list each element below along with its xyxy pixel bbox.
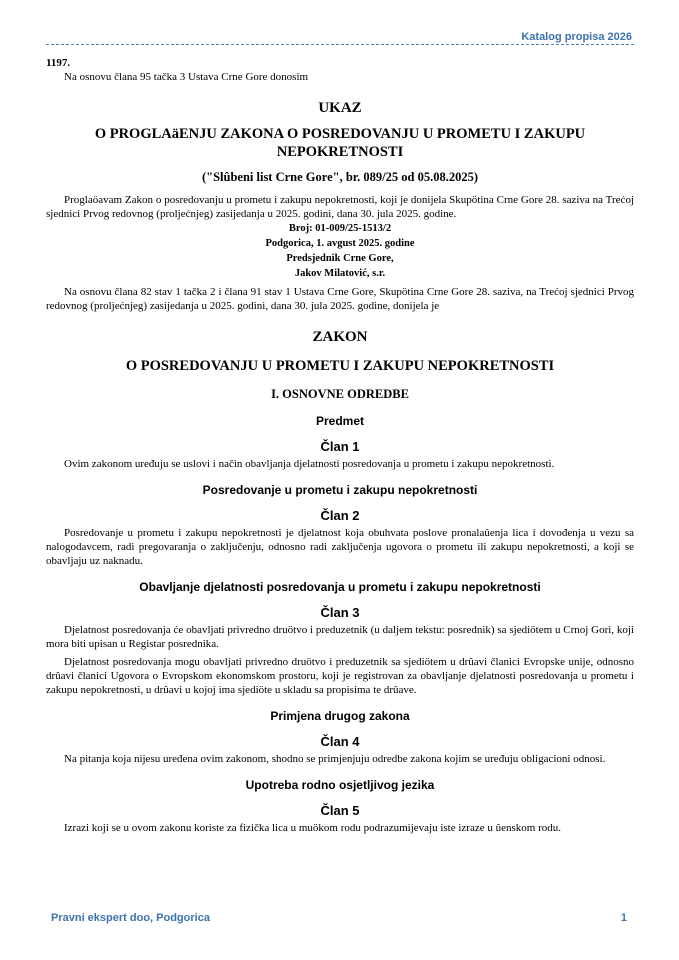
document-body [46, 56, 634, 835]
section-heading: Upotreba rodno osjetljivog jezika [245, 778, 435, 792]
place-date-line: Podgorica, 1. avgust 2025. godine [265, 238, 415, 249]
header-dashed-divider [46, 44, 634, 45]
footer-publisher: Pravni ekspert doo, Podgorica [51, 912, 210, 924]
document-number: 1197. [46, 57, 71, 69]
page-number: 1 [620, 912, 627, 924]
section-heading: Primjena drugog zakona [270, 709, 410, 723]
article-paragraph: Djelatnost posredovanja mogu obavljati privredno druötvo i preduzetnik sa sjediötem u drûavi članici Evropske unije, odnosno drûavi članici Ugovora o Evropskom ekonomskom prostoru, koji je registrovan za obavljanje djelatnosti posredovanja u prometu i zakupu nepokretnosti, u drûavi u kojoj ima sjediöte u skladu sa propisima te drûave. [46, 656, 634, 696]
intro-text: Na osnovu člana 95 tačka 3 Ustava Crne Gore donosim [64, 71, 309, 83]
article-paragraph: Izrazi koji se u ovom zakonu koriste za fizička lica u muökom rodu podrazumijevaju iste izraze u ûenskom rodu. [64, 822, 561, 834]
article-paragraph: Posredovanje u prometu i zakupu nepokretnosti je djelatnost koja obuhvata poslove pronalaûenja lica i dovođenja u vezu sa nalogodavcem, radi pregovaranja o zaključenju, odnosno radi zaključenja ugovora o prometu ili zakupu nepokretnosti, a koji se obavljaju uz naknadu. [46, 527, 634, 567]
article-paragraph: Na pitanja koja nijesu uređena ovim zakonom, shodno se primjenjuju odredbe zakona kojim se uređuju obligacioni odnosi. [64, 753, 606, 765]
section-heading: Obavljanje djelatnosti posredovanja u prometu i zakupu nepokretnosti [139, 580, 541, 594]
broj-line: Broj: 01-009/25-1513/2 [288, 223, 392, 234]
article-number: Član 1 [320, 439, 360, 454]
article-paragraph: Ovim zakonom uređuju se uslovi i način obavljanja djelatnosti posredovanja u prometu i zakupu nepokretnosti. [64, 458, 555, 470]
article-number: Član 5 [320, 803, 360, 818]
article-number: Član 4 [320, 734, 360, 749]
preamble-text: Na osnovu člana 82 stav 1 tačka 2 i člana 91 stav 1 Ustava Crne Gore, Skupötina Crne Gore 28. saziva, na Trećoj sjednici Prvog redovnog (proljećnjeg) zasijedanja u 2025. godini, dana 30. jula 2025. godine, donijela je [46, 286, 634, 312]
article-paragraph: Djelatnost posredovanja će obavljati privredno druötvo i preduzetnik (u daljem tekstu: posrednik) sa sjediötem u Crnoj Gori, koji mora biti upisan u Registar posrednika. [46, 624, 634, 650]
article-number: Član 2 [320, 508, 360, 523]
ukaz-subtitle: O PROGLAäENJU ZAKONA O POSREDOVANJU U PROMETU I ZAKUPU NEPOKRETNOSTI [94, 126, 586, 160]
part-title: I. OSNOVNE ODREDBE [271, 387, 409, 401]
zakon-title: ZAKON [312, 329, 368, 345]
president-role: Predsjednik Crne Gore, [286, 253, 394, 264]
section-heading: Posredovanje u prometu i zakupu nepokretnosti [202, 483, 478, 497]
catalog-header-title: Katalog propisa 2026 [521, 31, 632, 43]
zakon-subtitle: O POSREDOVANJU U PROMETU I ZAKUPU NEPOKRETNOSTI [125, 358, 555, 374]
president-name: Jakov Milatović, s.r. [294, 268, 386, 279]
article-number: Član 3 [320, 605, 360, 620]
ukaz-title: UKAZ [318, 100, 362, 116]
ukaz-text: Proglaöavam Zakon o posredovanju u prometu i zakupu nepokretnosti, koji je donijela Skupötina Crne Gore 28. saziva na Trećoj sjednici Prvog redovnog (proljećnjeg) zasijedanja u 2025. godini, dana 30. jula 2025. godine. [46, 194, 634, 220]
signature-block [46, 221, 634, 281]
gazette-reference: ("Slûbeni list Crne Gore", br. 089/25 od 05.08.2025) [201, 170, 479, 184]
section-heading: Predmet [315, 414, 365, 428]
